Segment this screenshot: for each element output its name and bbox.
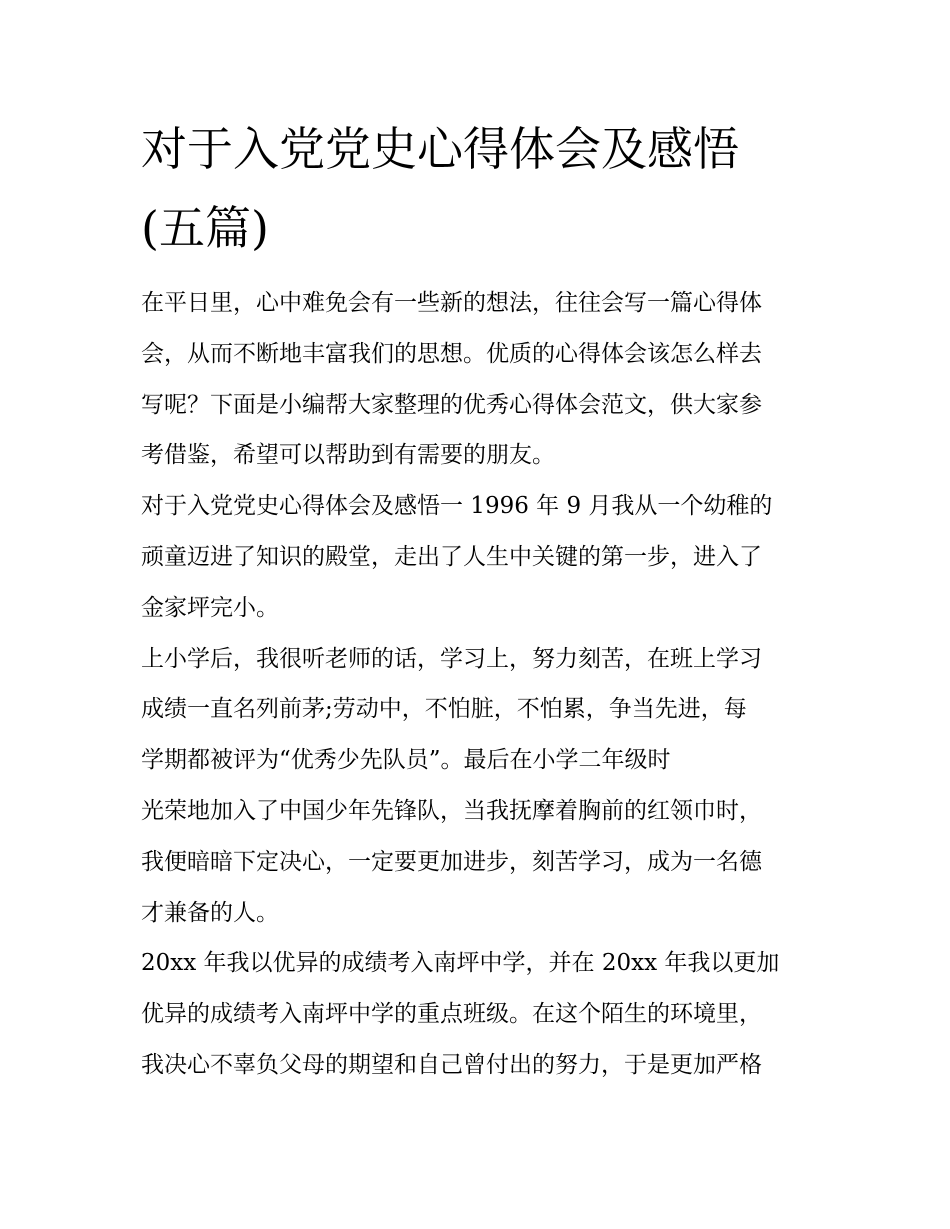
body-line: 优异的成绩考入南坪中学的重点班级。在这个陌生的环境里， (141, 1001, 762, 1028)
document-content (141, 110, 813, 1091)
body-line: 20xx 年我以优异的成绩考入南坪中学，并在 20xx 年我以更加 (141, 950, 780, 977)
title-line: 对于入党党史心得体会及感悟 (141, 122, 739, 176)
body-line: 金家坪完小。 (141, 594, 279, 621)
body-line: 考借鉴，希望可以帮助到有需要的朋友。 (141, 442, 555, 469)
body-line: 在平日里，心中难免会有一些新的想法，往往会写一篇心得体 (141, 290, 762, 316)
body-line: 对于入党党史心得体会及感悟一 1996 年 9 月我从一个幼稚的 (141, 493, 773, 520)
body-line: 会，从而不断地丰富我们的思想。优质的心得体会该怎么样去 (141, 340, 762, 367)
body-line: 成绩一直名列前茅;劳动中，不怕脏，不怕累，争当先进，每 (141, 696, 747, 723)
body-line: 顽童迈进了知识的殿堂，走出了人生中关键的第一步，进入了 (141, 543, 762, 570)
body-line: 我决心不辜负父母的期望和自己曾付出的努力，于是更加严格 (141, 1051, 762, 1078)
body-line: 才兼备的人。 (141, 899, 279, 926)
body-line: 学期都被评为“优秀少先队员”。最后在小学二年级时 (141, 747, 671, 774)
document-title (141, 110, 813, 268)
body-line: 光荣地加入了中国少年先锋队，当我抚摩着胸前的红领巾时， (141, 797, 762, 824)
title-line: (五篇) (141, 201, 269, 255)
document-body (141, 278, 813, 1091)
body-line: 我便暗暗下定决心，一定要更加进步，刻苦学习，成为一名德 (141, 848, 762, 875)
body-line: 上小学后，我很听老师的话，学习上，努力刻苦，在班上学习 (141, 645, 762, 672)
body-line: 写呢？下面是小编帮大家整理的优秀心得体会范文，供大家参 (141, 391, 762, 418)
